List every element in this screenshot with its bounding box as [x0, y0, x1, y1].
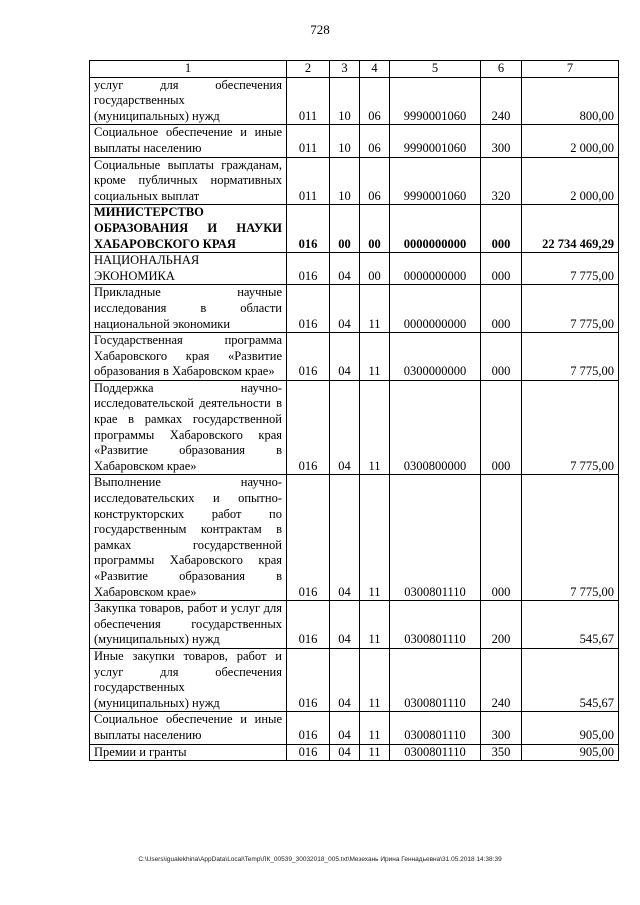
- row-name-cell: услуг для обеспечения государственных (муниципальных) нужд: [90, 77, 287, 125]
- row-name-cell: Государственная программа Хабаровского края «Развитие образования в Хабаровском крае»: [90, 333, 287, 381]
- amount-cell: 7 775,00: [522, 380, 619, 475]
- expense-type-cell: 000: [481, 253, 522, 285]
- expense-type-cell: 000: [481, 380, 522, 475]
- amount-cell: 905,00: [522, 744, 619, 761]
- target-article-cell: 0000000000: [390, 285, 481, 333]
- row-name-cell: Социальное обеспечение и иные выплаты населению: [90, 125, 287, 157]
- row-name-cell: МИНИСТЕРСТВО ОБРАЗОВАНИЯ И НАУКИ ХАБАРОВСКОГО КРАЯ: [90, 205, 287, 253]
- row-name-cell: Прикладные научные исследования в области национальной экономики: [90, 285, 287, 333]
- column-header: 1: [90, 61, 287, 78]
- subsection-cell: 11: [360, 744, 390, 761]
- subsection-cell: 11: [360, 712, 390, 744]
- subsection-cell: 11: [360, 285, 390, 333]
- admin-code-cell: 016: [287, 475, 330, 601]
- column-header: 3: [330, 61, 360, 78]
- section-cell: 04: [330, 712, 360, 744]
- column-header: 5: [390, 61, 481, 78]
- row-name-cell: Выполнение научно-исследовательских и опытно-конструкторских работ по государственным контрактам в рамках государственной программы Хабаровского края «Развитие образования в Хабаровском крае»: [90, 475, 287, 601]
- expense-type-cell: 000: [481, 285, 522, 333]
- table-row: [90, 648, 619, 711]
- section-cell: 10: [330, 157, 360, 205]
- admin-code-cell: 016: [287, 648, 330, 711]
- table-row: [90, 380, 619, 475]
- admin-code-cell: 016: [287, 333, 330, 381]
- admin-code-cell: 016: [287, 380, 330, 475]
- expense-type-cell: 000: [481, 333, 522, 381]
- row-name-cell: Социальные выплаты гражданам, кроме публичных нормативных социальных выплат: [90, 157, 287, 205]
- page-number: 728: [310, 22, 330, 37]
- target-article-cell: 9990001060: [390, 157, 481, 205]
- amount-cell: 800,00: [522, 77, 619, 125]
- subsection-cell: 11: [360, 648, 390, 711]
- target-article-cell: 9990001060: [390, 77, 481, 125]
- table-row: [90, 475, 619, 601]
- target-article-cell: 0300801110: [390, 712, 481, 744]
- target-article-cell: 0000000000: [390, 205, 481, 253]
- file-path-footer: C:\Users\igualekhina\AppData\Local\Temp\ЛК_00539_30032018_005.txt\Мезехань Ирина Геннадьевна\31.05.2018 14:38:39: [138, 856, 502, 863]
- table-row: [90, 601, 619, 649]
- column-header: 6: [481, 61, 522, 78]
- target-article-cell: 0300801110: [390, 475, 481, 601]
- section-cell: 04: [330, 744, 360, 761]
- table-row: [90, 157, 619, 205]
- expense-type-cell: 000: [481, 205, 522, 253]
- column-header: 7: [522, 61, 619, 78]
- table-row: [90, 77, 619, 125]
- row-name-cell: Социальное обеспечение и иные выплаты населению: [90, 712, 287, 744]
- amount-cell: 905,00: [522, 712, 619, 744]
- section-cell: 10: [330, 125, 360, 157]
- section-cell: 04: [330, 333, 360, 381]
- table-row: [90, 205, 619, 253]
- table-row: [90, 125, 619, 157]
- expense-type-cell: 300: [481, 125, 522, 157]
- subsection-cell: 11: [360, 333, 390, 381]
- target-article-cell: 0000000000: [390, 253, 481, 285]
- subsection-cell: 11: [360, 475, 390, 601]
- section-cell: 04: [330, 475, 360, 601]
- section-cell: 04: [330, 380, 360, 475]
- table-row: [90, 744, 619, 761]
- target-article-cell: 0300801110: [390, 744, 481, 761]
- target-article-cell: 0300000000: [390, 333, 481, 381]
- section-cell: 04: [330, 601, 360, 649]
- expense-type-cell: 200: [481, 601, 522, 649]
- column-header: 4: [360, 61, 390, 78]
- subsection-cell: 11: [360, 601, 390, 649]
- admin-code-cell: 016: [287, 712, 330, 744]
- row-name-cell: Иные закупки товаров, работ и услуг для обеспечения государственных (муниципальных) нужд: [90, 648, 287, 711]
- subsection-cell: 00: [360, 253, 390, 285]
- expense-type-cell: 320: [481, 157, 522, 205]
- table-row: [90, 333, 619, 381]
- subsection-cell: 00: [360, 205, 390, 253]
- table-header-row: [90, 61, 619, 78]
- section-cell: 10: [330, 77, 360, 125]
- row-name-cell: НАЦИОНАЛЬНАЯ ЭКОНОМИКА: [90, 253, 287, 285]
- table-row: [90, 253, 619, 285]
- section-cell: 04: [330, 285, 360, 333]
- admin-code-cell: 011: [287, 77, 330, 125]
- admin-code-cell: 016: [287, 601, 330, 649]
- table-row: [90, 285, 619, 333]
- amount-cell: 7 775,00: [522, 475, 619, 601]
- amount-cell: 7 775,00: [522, 333, 619, 381]
- amount-cell: 545,67: [522, 648, 619, 711]
- admin-code-cell: 011: [287, 157, 330, 205]
- subsection-cell: 06: [360, 157, 390, 205]
- subsection-cell: 06: [360, 125, 390, 157]
- amount-cell: 22 734 469,29: [522, 205, 619, 253]
- row-name-cell: Премии и гранты: [90, 744, 287, 761]
- section-cell: 04: [330, 253, 360, 285]
- amount-cell: 7 775,00: [522, 285, 619, 333]
- section-cell: 04: [330, 648, 360, 711]
- budget-table: [89, 60, 619, 761]
- amount-cell: 7 775,00: [522, 253, 619, 285]
- amount-cell: 545,67: [522, 601, 619, 649]
- admin-code-cell: 016: [287, 285, 330, 333]
- row-name-cell: Поддержка научно-исследовательской деятельности в крае в рамках государственной программы Хабаровского края «Развитие образования в Хабаровском крае»: [90, 380, 287, 475]
- section-cell: 00: [330, 205, 360, 253]
- expense-type-cell: 350: [481, 744, 522, 761]
- expense-type-cell: 240: [481, 77, 522, 125]
- admin-code-cell: 016: [287, 205, 330, 253]
- target-article-cell: 0300801110: [390, 601, 481, 649]
- admin-code-cell: 016: [287, 744, 330, 761]
- table-body: [90, 77, 619, 761]
- subsection-cell: 11: [360, 380, 390, 475]
- admin-code-cell: 016: [287, 253, 330, 285]
- table-row: [90, 712, 619, 744]
- subsection-cell: 06: [360, 77, 390, 125]
- admin-code-cell: 011: [287, 125, 330, 157]
- amount-cell: 2 000,00: [522, 125, 619, 157]
- target-article-cell: 9990001060: [390, 125, 481, 157]
- expense-type-cell: 240: [481, 648, 522, 711]
- target-article-cell: 0300800000: [390, 380, 481, 475]
- target-article-cell: 0300801110: [390, 648, 481, 711]
- column-header: 2: [287, 61, 330, 78]
- expense-type-cell: 000: [481, 475, 522, 601]
- row-name-cell: Закупка товаров, работ и услуг для обеспечения государственных (муниципальных) нужд: [90, 601, 287, 649]
- expense-type-cell: 300: [481, 712, 522, 744]
- amount-cell: 2 000,00: [522, 157, 619, 205]
